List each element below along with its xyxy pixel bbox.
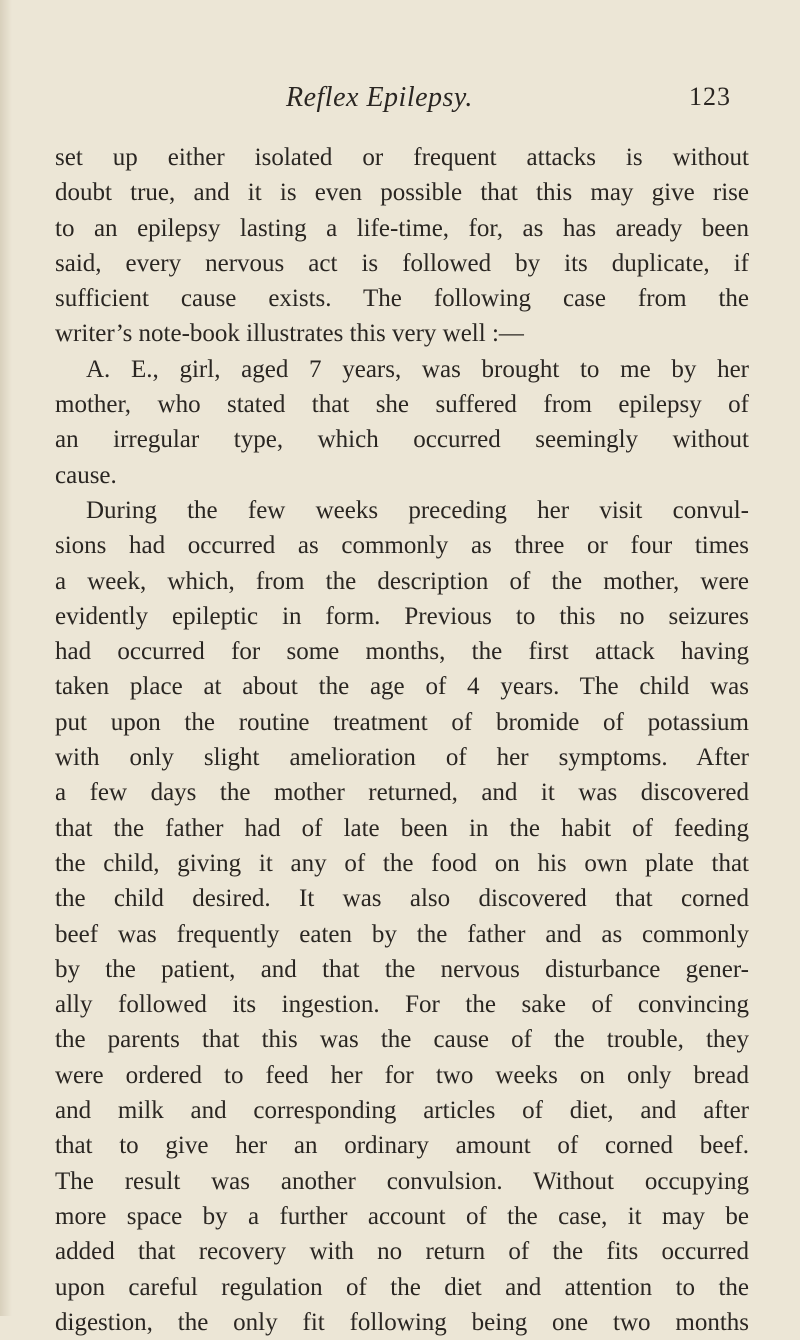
text-line: put upon the routine treatment of bromide of potassium	[55, 708, 749, 736]
text-line: beef was frequently eaten by the father and as commonly	[55, 920, 749, 948]
text-line: cause.	[55, 461, 117, 489]
text-line: more space by a further account of the case, it may be	[55, 1202, 749, 1230]
text-line: set up either isolated or frequent attacks is without	[55, 144, 749, 171]
text-line: by the patient, and that the nervous disturbance gener-	[55, 955, 749, 983]
text-line: that the father had of late been in the habit of feeding	[55, 814, 749, 842]
text-line: upon careful regulation of the diet and attention to the	[55, 1273, 749, 1301]
text-line: had occurred for some months, the first attack having	[55, 638, 749, 666]
text-line: ally followed its ingestion. For the sake of convincing	[55, 991, 749, 1019]
text-line: said, every nervous act is followed by its duplicate, if	[55, 249, 749, 277]
running-title: Reflex Epilepsy.	[286, 82, 473, 113]
text-line: with only slight amelioration of her symptoms. After	[55, 744, 749, 772]
text-line: sufficient cause exists. The following case from the	[55, 285, 749, 313]
text-line: A. E., girl, aged 7 years, was brought to me by her	[86, 355, 749, 383]
text-line: to an epilepsy lasting a life-time, for, as has aready been	[55, 214, 749, 242]
text-line: a few days the mother returned, and it was discovered	[55, 779, 749, 807]
text-line: evidently epileptic in form. Previous to this no seizures	[55, 602, 749, 630]
text-line: taken place at about the age of 4 years. The child was	[55, 673, 749, 701]
page-number: 123	[689, 82, 731, 111]
text-line: the child, giving it any of the food on his own plate that	[55, 849, 749, 877]
text-line: sions had occurred as commonly as three or four times	[55, 532, 749, 560]
text-line: that to give her an ordinary amount of corned beef.	[55, 1132, 749, 1160]
text-line: writer’s note-book illustrates this very well :—	[55, 320, 524, 348]
text-line: The result was another convulsion. Without occupying	[55, 1167, 749, 1195]
text-line: the child desired. It was also discovered that corned	[55, 885, 749, 913]
text-line: were ordered to feed her for two weeks on only bread	[55, 1061, 749, 1089]
text-line: the parents that this was the cause of the trouble, they	[55, 1026, 749, 1054]
page-gutter-shadow	[0, 0, 12, 1316]
body-text	[55, 140, 749, 1340]
text-line: During the few weeks preceding her visit convul-	[86, 496, 749, 524]
text-line: mother, who stated that she suffered from epilepsy of	[55, 391, 749, 419]
text-line: a week, which, from the description of the mother, were	[55, 567, 749, 595]
running-head	[0, 82, 800, 122]
text-line: an irregular type, which occurred seemingly without	[55, 426, 749, 454]
text-line: doubt true, and it is even possible that this may give rise	[55, 179, 749, 207]
text-line: digestion, the only fit following being one two months	[55, 1308, 749, 1336]
text-line: added that recovery with no return of the fits occurred	[55, 1238, 749, 1266]
text-line: and milk and corresponding articles of diet, and after	[55, 1097, 749, 1125]
